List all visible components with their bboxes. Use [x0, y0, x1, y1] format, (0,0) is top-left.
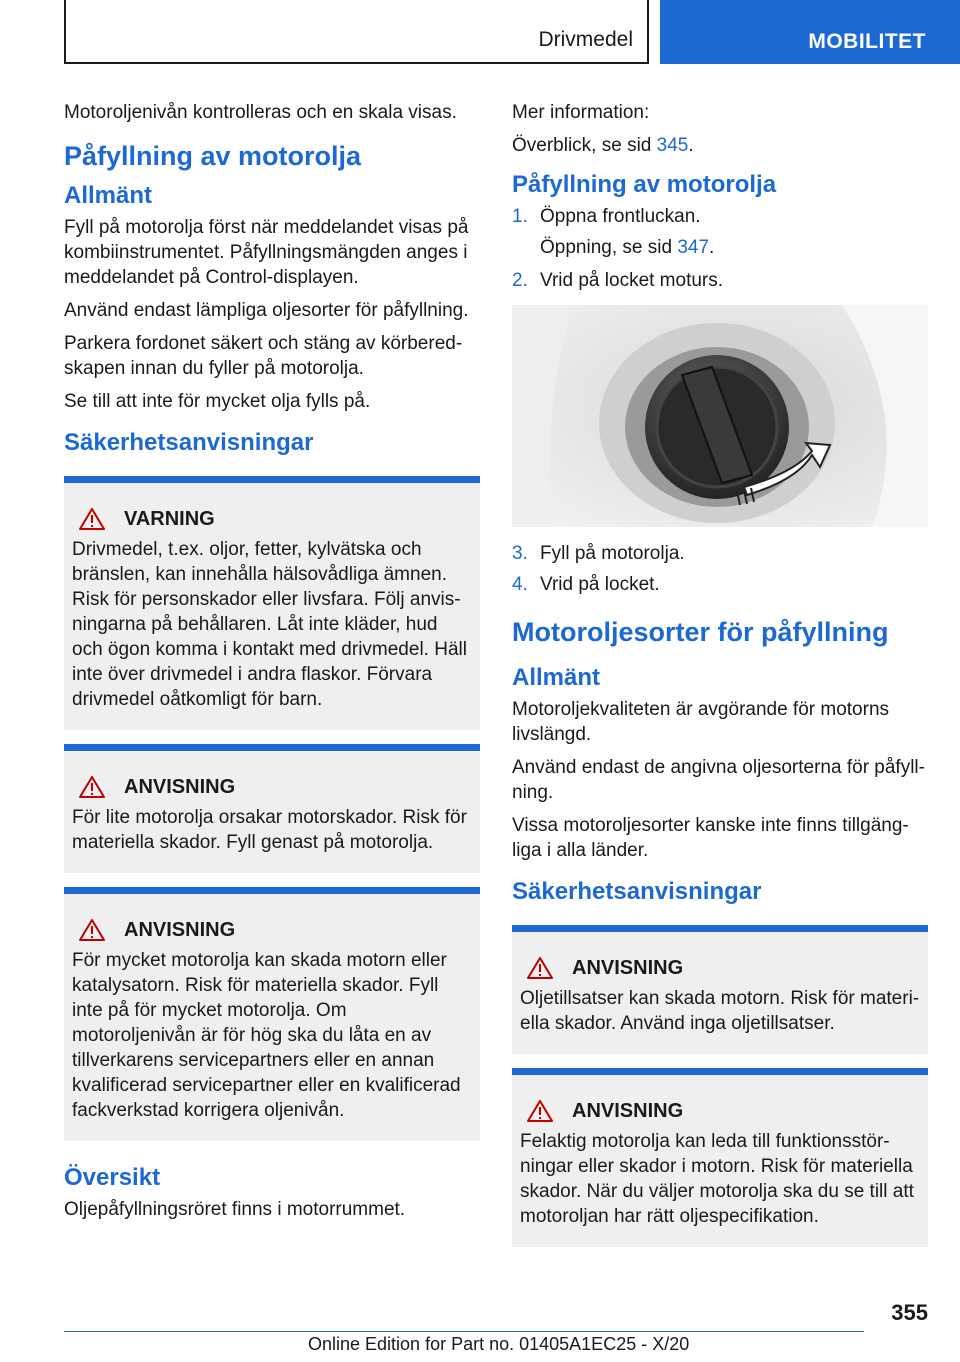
warning-triangle-icon [526, 956, 554, 980]
paragraph: Vissa motoroljesorter kanske inte finns tillgängliga i alla länder. [512, 815, 909, 861]
notice-box-title: ANVISNING [520, 956, 920, 980]
right-column [512, 100, 928, 1261]
heading-oil-types: Motoroljesorter för påfyllning [512, 617, 889, 647]
page-number: 355 [891, 1300, 928, 1325]
heading-overview: Översikt [64, 1164, 161, 1191]
warning-triangle-icon [78, 507, 106, 531]
left-column [64, 100, 480, 1230]
notice-box-title: ANVISNING [520, 1099, 920, 1123]
list-item: 3. Fyll på motorolja. [512, 543, 685, 564]
warning-box-text: Drivmedel, t.ex. oljor, fetter, kylvätska och bränslen, kan innehålla hälsovådliga ämnen. Risk för personskador eller livsfara. Följ anvisningarna på behållaren. Låt inte kläder, hud och ögon komma i kontakt med drivmedel. Häll inte över drivmedel i andra flaskor. Förvara drivmedel oåtkomligt för barn. [72, 539, 467, 710]
intro-text: Motoroljenivån kontrolleras och en skala visas. [64, 102, 457, 123]
oil-filler-cap-image [512, 305, 928, 527]
paragraph: Använd endast de angivna oljesorterna för påfyllning. [512, 757, 925, 803]
paragraph: Använd endast lämpliga oljesorter för påfyllning. [64, 300, 469, 321]
paragraph: Se till att inte för mycket olja fylls på. [64, 391, 371, 412]
more-info-label: Mer information: [512, 102, 650, 123]
notice-box [64, 887, 480, 1141]
notice-box-text: För lite motorolja orsakar motorskador. Risk för materiella skador. Fyll genast på motorolja. [72, 807, 467, 853]
notice-box [64, 744, 480, 873]
notice-box-text: Oljetillsatser kan skada motorn. Risk för materiella skador. Använd inga oljetillsatser. [520, 988, 920, 1034]
paragraph: Oljepåfyllningsröret finns i motorrummet. [64, 1199, 406, 1220]
warning-triangle-icon [526, 1099, 554, 1123]
steps-list-b [512, 541, 928, 597]
heading-safety: Säkerhetsanvisningar [64, 429, 314, 456]
paragraph: Parkera fordonet säkert och stäng av körberedskapen innan du fyller på motorolja. [64, 333, 463, 379]
header-section: MOBILITET [808, 30, 926, 53]
page-link-345[interactable]: 345 [656, 135, 689, 156]
notice-box-text: För mycket motorolja kan skada motorn eller katalysatorn. Risk för materiella skador. Fyll inte på för mycket motorolja. Om motoroljenivån är för hög ska du låta en av tillverkarens servicepartners eller en annan kvalificerad servicepartner eller en kvalificerad fackverkstad korrigera oljenivån. [72, 950, 461, 1121]
overview-reference: Överblick, se sid 345. [512, 135, 694, 156]
footer-edition: Online Edition for Part no. 01405A1EC25 - X/20 [308, 1334, 690, 1354]
footer-divider [64, 1331, 864, 1332]
notice-box-title: ANVISNING [72, 918, 472, 942]
heading-fill-oil: Påfyllning av motorolja [64, 141, 362, 171]
heading-safety: Säkerhetsanvisningar [512, 878, 762, 905]
step-sub-reference: Öppning, se sid 347. [540, 237, 715, 258]
list-item: 1. Öppna frontluckan. [512, 206, 701, 227]
warning-triangle-icon [78, 775, 106, 799]
header-chapter: Drivmedel [538, 28, 633, 51]
warning-triangle-icon [78, 918, 106, 942]
warning-box [64, 476, 480, 730]
list-item: 4. Vrid på locket. [512, 574, 660, 595]
list-item: 2. Vrid på locket moturs. [512, 270, 724, 291]
paragraph: Fyll på motorolja först när meddelandet visas på kombiinstrumentet. Påfyllningsmängden anges i meddelandet på Control-displayen. [64, 217, 469, 288]
page-link-347[interactable]: 347 [677, 237, 710, 258]
notice-box-title: ANVISNING [72, 775, 472, 799]
header-chapter-box [64, 0, 649, 64]
warning-box-title: VARNING [72, 507, 472, 531]
notice-box [512, 1068, 928, 1247]
header-section-tab [660, 0, 960, 64]
heading-fill-oil: Påfyllning av motorolja [512, 171, 777, 198]
notice-box-text: Felaktig motorolja kan leda till funktionsstörningar eller skador i motorn. Risk för materiella skador. När du väljer motorolja ska du se till att motoroljan har rätt oljespecifikation. [520, 1131, 914, 1227]
paragraph: Motoroljekvaliteten är avgörande för motorns livslängd. [512, 699, 890, 745]
heading-general: Allmänt [512, 664, 601, 691]
steps-list-a [512, 204, 928, 293]
notice-box [512, 925, 928, 1054]
heading-general: Allmänt [64, 182, 153, 209]
